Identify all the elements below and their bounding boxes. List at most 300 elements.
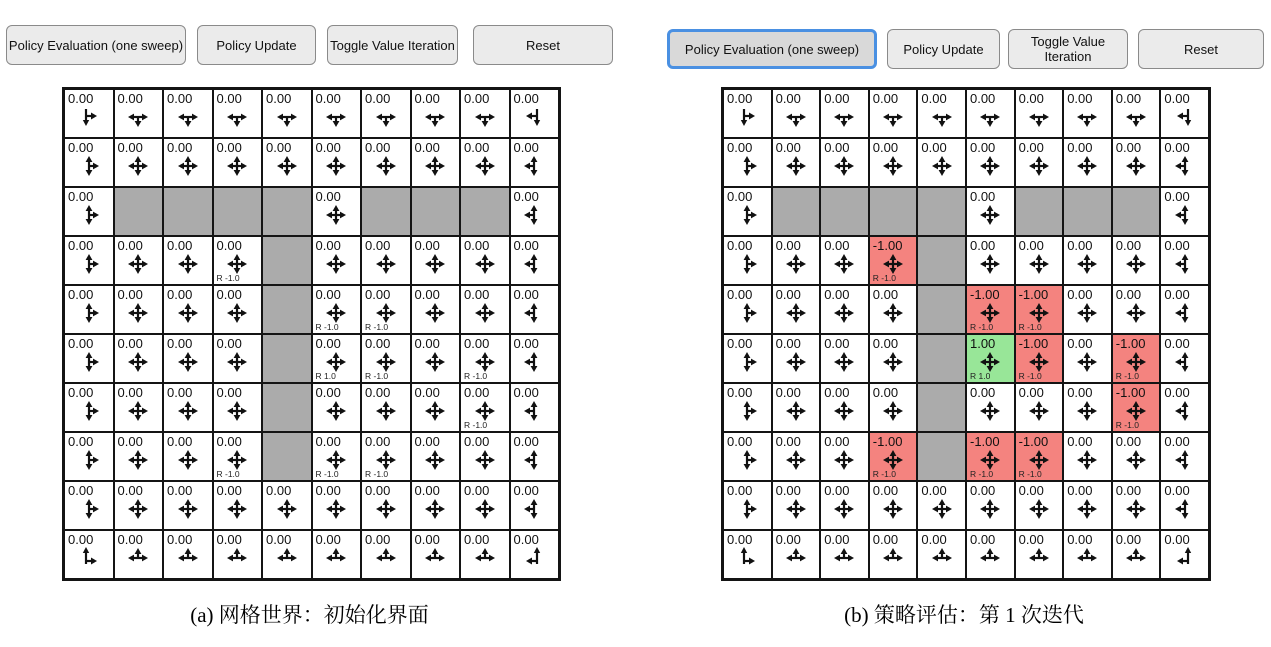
three-direction-arrow-icon (1174, 448, 1196, 470)
grid-cell (772, 530, 821, 579)
cell-value: 0.00 (464, 532, 490, 547)
reward-label: R -1.0 (1018, 469, 1042, 479)
cell-value: 0.00 (117, 91, 143, 106)
cell-value: 0.00 (824, 336, 850, 351)
cell-value: 0.00 (1164, 189, 1190, 204)
cell-value: 0.00 (1018, 532, 1044, 547)
four-direction-arrow-icon (375, 399, 397, 421)
four-direction-arrow-icon (785, 448, 807, 470)
wall-cell (917, 285, 966, 334)
four-direction-arrow-icon (833, 350, 855, 372)
cell-value: 0.00 (969, 385, 996, 400)
grid-cell (1112, 383, 1161, 432)
four-direction-arrow-icon (785, 399, 807, 421)
wall-cell (114, 187, 164, 236)
cell-value: 0.00 (68, 336, 94, 351)
grid-cell (723, 187, 772, 236)
grid-cell (510, 236, 560, 285)
reward-label: R -1.0 (1115, 371, 1139, 381)
cell-value: 0.00 (872, 91, 899, 106)
grid-cell (869, 530, 918, 579)
cell-value: 0.00 (1164, 385, 1190, 400)
cell-value: 0.00 (216, 336, 242, 351)
three-direction-arrow-icon (424, 546, 446, 568)
grid-cell (163, 334, 213, 383)
cell-value: 0.00 (727, 532, 753, 547)
wall-cell (262, 236, 312, 285)
two-direction-elbow-arrow-icon (78, 105, 100, 127)
wall-cell (917, 236, 966, 285)
grid-cell (460, 138, 510, 187)
grid-cell (213, 138, 263, 187)
cell-value: 0.00 (1067, 287, 1093, 302)
grid-cell (163, 530, 213, 579)
reward-label: R -1.0 (1115, 420, 1139, 430)
grid-cell (114, 285, 164, 334)
four-direction-arrow-icon (1028, 154, 1050, 176)
cell-value: 0.00 (513, 140, 539, 155)
three-direction-arrow-icon (523, 350, 545, 372)
cell-value: 0.00 (365, 287, 391, 302)
grid-cell (411, 334, 461, 383)
grid-cell (411, 138, 461, 187)
three-direction-arrow-icon (736, 301, 758, 323)
reward-label: R 1.0 (315, 371, 336, 381)
gridworld-initial (62, 87, 561, 581)
cell-value: 0.00 (315, 532, 341, 547)
cell-value: 0.00 (266, 532, 292, 547)
cell-value: 0.00 (1164, 140, 1190, 155)
grid-cell (411, 285, 461, 334)
four-direction-arrow-icon (1125, 252, 1147, 274)
grid-cell (460, 481, 510, 530)
toggle-value-iteration-button-a[interactable]: Toggle Value Iteration (327, 25, 458, 65)
four-direction-arrow-icon (1076, 154, 1098, 176)
two-direction-elbow-arrow-icon (736, 105, 758, 127)
cell-value: -1.00 (1018, 287, 1049, 302)
grid-cell (1112, 236, 1161, 285)
four-direction-arrow-icon (424, 350, 446, 372)
grid-cell (1160, 383, 1209, 432)
cell-value: 0.00 (315, 287, 341, 302)
cell-value: 0.00 (167, 287, 193, 302)
grid-cell (213, 383, 263, 432)
cell-value: 0.00 (464, 287, 490, 302)
four-direction-arrow-icon (276, 154, 298, 176)
cell-value: 0.00 (266, 483, 292, 498)
four-direction-arrow-icon (785, 154, 807, 176)
grid-cell (1160, 236, 1209, 285)
three-direction-arrow-icon (226, 105, 248, 127)
cell-value: 0.00 (921, 140, 947, 155)
grid-cell (723, 285, 772, 334)
policy-update-button-a[interactable]: Policy Update (197, 25, 316, 65)
cell-value: 0.00 (872, 483, 899, 498)
three-direction-arrow-icon (78, 203, 100, 225)
reward-label: R -1.0 (969, 469, 994, 479)
cell-value: 0.00 (315, 189, 341, 204)
four-direction-arrow-icon (979, 448, 1001, 470)
cell-value: 0.00 (1067, 483, 1093, 498)
grid-cell (262, 481, 312, 530)
cell-value: 0.00 (464, 385, 490, 400)
reward-label: R -1.0 (969, 322, 994, 332)
cell-value: 0.00 (969, 483, 996, 498)
grid-cell (1015, 334, 1064, 383)
three-direction-arrow-icon (736, 154, 758, 176)
cell-value: 0.00 (365, 483, 391, 498)
cell-value: 0.00 (727, 434, 753, 449)
four-direction-arrow-icon (375, 301, 397, 323)
grid-cell (361, 530, 411, 579)
four-direction-arrow-icon (785, 301, 807, 323)
cell-value: 0.00 (824, 140, 850, 155)
wall-cell (262, 432, 312, 481)
grid-cell (1015, 285, 1064, 334)
toggle-value-iteration-button-b[interactable]: Toggle Value Iteration (1008, 29, 1128, 69)
grid-cell (510, 334, 560, 383)
four-direction-arrow-icon (177, 252, 199, 274)
cell-value: 0.00 (1067, 385, 1093, 400)
grid-cell (460, 432, 510, 481)
three-direction-arrow-icon (979, 546, 1001, 568)
four-direction-arrow-icon (474, 301, 496, 323)
three-direction-arrow-icon (1174, 301, 1196, 323)
wall-cell (1063, 187, 1112, 236)
cell-value: 0.00 (167, 91, 193, 106)
three-direction-arrow-icon (474, 546, 496, 568)
four-direction-arrow-icon (1028, 252, 1050, 274)
cell-value: 0.00 (513, 238, 539, 253)
cell-value: 0.00 (872, 336, 899, 351)
three-direction-arrow-icon (979, 105, 1001, 127)
cell-value: 0.00 (727, 483, 753, 498)
grid-cell (966, 383, 1015, 432)
cell-value: 0.00 (464, 336, 490, 351)
cell-value: 0.00 (315, 238, 341, 253)
wall-cell (213, 187, 263, 236)
grid-cell (312, 138, 362, 187)
wall-cell (361, 187, 411, 236)
three-direction-arrow-icon (78, 350, 100, 372)
four-direction-arrow-icon (833, 252, 855, 274)
grid-cell (820, 383, 869, 432)
four-direction-arrow-icon (1125, 399, 1147, 421)
three-direction-arrow-icon (736, 252, 758, 274)
cell-value: 0.00 (68, 238, 94, 253)
grid-cell (966, 89, 1015, 138)
three-direction-arrow-icon (375, 546, 397, 568)
four-direction-arrow-icon (226, 399, 248, 421)
four-direction-arrow-icon (882, 350, 904, 372)
three-direction-arrow-icon (736, 448, 758, 470)
cell-value: 0.00 (824, 532, 850, 547)
grid-cell (820, 138, 869, 187)
grid-cell (917, 530, 966, 579)
four-direction-arrow-icon (1028, 497, 1050, 519)
three-direction-arrow-icon (1174, 497, 1196, 519)
cell-value: 0.00 (68, 385, 94, 400)
four-direction-arrow-icon (882, 399, 904, 421)
three-direction-arrow-icon (375, 105, 397, 127)
cell-value: 0.00 (775, 385, 801, 400)
cell-value: 0.00 (1115, 483, 1142, 498)
grid-cell (1063, 285, 1112, 334)
grid-cell (966, 432, 1015, 481)
grid-cell (869, 383, 918, 432)
cell-value: 0.00 (167, 140, 193, 155)
cell-value: 0.00 (117, 287, 143, 302)
grid-cell (723, 383, 772, 432)
cell-value: 0.00 (727, 336, 753, 351)
cell-value: 0.00 (414, 434, 440, 449)
cell-value: 0.00 (513, 385, 539, 400)
cell-value: 0.00 (1067, 140, 1093, 155)
cell-value: 0.00 (1164, 336, 1190, 351)
grid-cell (163, 236, 213, 285)
grid-cell (64, 334, 114, 383)
four-direction-arrow-icon (474, 154, 496, 176)
grid-cell (213, 432, 263, 481)
cell-value: 0.00 (365, 91, 391, 106)
three-direction-arrow-icon (736, 497, 758, 519)
four-direction-arrow-icon (474, 497, 496, 519)
three-direction-arrow-icon (474, 105, 496, 127)
cell-value: 0.00 (216, 287, 242, 302)
grid-cell (411, 530, 461, 579)
four-direction-arrow-icon (1076, 448, 1098, 470)
cell-value: 0.00 (1164, 287, 1190, 302)
cell-value: 0.00 (68, 483, 94, 498)
cell-value: -1.00 (1018, 336, 1049, 351)
four-direction-arrow-icon (375, 497, 397, 519)
cell-value: 0.00 (414, 140, 440, 155)
four-direction-arrow-icon (276, 497, 298, 519)
cell-value: 0.00 (775, 238, 801, 253)
cell-value: -1.00 (1115, 385, 1146, 400)
four-direction-arrow-icon (325, 497, 347, 519)
grid-cell (312, 236, 362, 285)
grid-cell (64, 432, 114, 481)
four-direction-arrow-icon (1076, 252, 1098, 274)
grid-cell (114, 138, 164, 187)
cell-value: 0.00 (969, 189, 996, 204)
policy-evaluation-button-b[interactable]: Policy Evaluation (one sweep) (667, 29, 877, 69)
three-direction-arrow-icon (736, 350, 758, 372)
four-direction-arrow-icon (177, 448, 199, 470)
cell-value: 0.00 (365, 238, 391, 253)
four-direction-arrow-icon (474, 252, 496, 274)
policy-update-button-b[interactable]: Policy Update (887, 29, 1000, 69)
grid-cell (361, 138, 411, 187)
four-direction-arrow-icon (474, 399, 496, 421)
grid-cell (723, 334, 772, 383)
three-direction-arrow-icon (1076, 546, 1098, 568)
grid-cell (411, 432, 461, 481)
policy-evaluation-button-a[interactable]: Policy Evaluation (one sweep) (6, 25, 186, 65)
four-direction-arrow-icon (424, 497, 446, 519)
grid-cell (869, 334, 918, 383)
grid-cell (772, 334, 821, 383)
three-direction-arrow-icon (523, 154, 545, 176)
four-direction-arrow-icon (1125, 497, 1147, 519)
wall-cell (869, 187, 918, 236)
four-direction-arrow-icon (979, 252, 1001, 274)
four-direction-arrow-icon (375, 252, 397, 274)
three-direction-arrow-icon (1174, 350, 1196, 372)
reset-button-b[interactable]: Reset (1138, 29, 1264, 69)
three-direction-arrow-icon (276, 546, 298, 568)
grid-cell (1112, 285, 1161, 334)
grid-cell (460, 236, 510, 285)
cell-value: 0.00 (824, 483, 850, 498)
grid-cell (1015, 530, 1064, 579)
grid-cell (411, 89, 461, 138)
grid-cell (723, 432, 772, 481)
grid-cell (312, 530, 362, 579)
grid-cell (361, 285, 411, 334)
wall-cell (1015, 187, 1064, 236)
grid-cell (917, 89, 966, 138)
cell-value: 0.00 (68, 287, 94, 302)
cell-value: 0.00 (513, 483, 539, 498)
grid-cell (1160, 187, 1209, 236)
three-direction-arrow-icon (1174, 203, 1196, 225)
grid-cell (820, 530, 869, 579)
cell-value: 0.00 (464, 434, 490, 449)
reward-label: R -1.0 (1018, 371, 1042, 381)
grid-cell (312, 285, 362, 334)
cell-value: 0.00 (872, 140, 899, 155)
cell-value: 0.00 (68, 140, 94, 155)
grid-cell (114, 89, 164, 138)
wall-cell (917, 334, 966, 383)
cell-value: 0.00 (969, 532, 996, 547)
three-direction-arrow-icon (78, 497, 100, 519)
cell-value: 0.00 (117, 238, 143, 253)
subfigure-caption-a: (a) 网格世界：初始化界面 (190, 603, 429, 627)
cell-value: 0.00 (266, 140, 292, 155)
four-direction-arrow-icon (325, 448, 347, 470)
grid-cell (772, 383, 821, 432)
grid-cell (213, 334, 263, 383)
grid-cell (1015, 236, 1064, 285)
grid-cell (64, 89, 114, 138)
cell-value: 0.00 (414, 532, 440, 547)
three-direction-arrow-icon (523, 203, 545, 225)
grid-cell (411, 383, 461, 432)
grid-cell (114, 334, 164, 383)
four-direction-arrow-icon (375, 448, 397, 470)
cell-value: 0.00 (513, 434, 539, 449)
three-direction-arrow-icon (1028, 105, 1050, 127)
four-direction-arrow-icon (1076, 497, 1098, 519)
grid-cell (361, 432, 411, 481)
cell-value: 0.00 (1018, 238, 1044, 253)
three-direction-arrow-icon (1174, 252, 1196, 274)
wall-cell (262, 383, 312, 432)
cell-value: 0.00 (68, 532, 94, 547)
wall-cell (163, 187, 213, 236)
cell-value: 0.00 (1067, 238, 1093, 253)
four-direction-arrow-icon (1125, 350, 1147, 372)
grid-cell (1112, 334, 1161, 383)
cell-value: 0.00 (216, 91, 242, 106)
three-direction-arrow-icon (78, 154, 100, 176)
cell-value: 0.00 (117, 140, 143, 155)
grid-cell (114, 530, 164, 579)
cell-value: 0.00 (365, 434, 391, 449)
four-direction-arrow-icon (325, 350, 347, 372)
three-direction-arrow-icon (127, 105, 149, 127)
cell-value: 0.00 (727, 385, 753, 400)
two-direction-elbow-arrow-icon (1174, 105, 1196, 127)
grid-cell (1063, 89, 1112, 138)
cell-value: 0.00 (1067, 336, 1093, 351)
grid-cell (312, 334, 362, 383)
grid-cell (772, 285, 821, 334)
cell-value: 0.00 (872, 385, 899, 400)
cell-value: -1.00 (872, 434, 903, 449)
four-direction-arrow-icon (375, 350, 397, 372)
cell-value: 0.00 (513, 287, 539, 302)
cell-value: 0.00 (727, 91, 753, 106)
cell-value: 0.00 (872, 287, 899, 302)
four-direction-arrow-icon (882, 448, 904, 470)
three-direction-arrow-icon (523, 399, 545, 421)
cell-value: 0.00 (216, 532, 242, 547)
grid-cell (1063, 334, 1112, 383)
grid-cell (510, 187, 560, 236)
cell-value: 1.00 (969, 336, 996, 351)
grid-cell (772, 432, 821, 481)
four-direction-arrow-icon (979, 350, 1001, 372)
grid-cell (510, 383, 560, 432)
four-direction-arrow-icon (979, 203, 1001, 225)
three-direction-arrow-icon (523, 252, 545, 274)
two-direction-elbow-arrow-icon (523, 546, 545, 568)
grid-cell (1015, 481, 1064, 530)
four-direction-arrow-icon (325, 399, 347, 421)
grid-cell (64, 138, 114, 187)
grid-cell (1112, 432, 1161, 481)
four-direction-arrow-icon (325, 301, 347, 323)
reward-label: R 1.0 (969, 371, 991, 381)
reset-button-a[interactable]: Reset (473, 25, 613, 65)
cell-value: 0.00 (68, 91, 94, 106)
cell-value: 0.00 (216, 385, 242, 400)
cell-value: 0.00 (315, 385, 341, 400)
grid-cell (1160, 89, 1209, 138)
four-direction-arrow-icon (226, 252, 248, 274)
reward-label: R -1.0 (872, 469, 896, 479)
cell-value: 0.00 (365, 336, 391, 351)
reward-label: R -1.0 (315, 322, 339, 332)
cell-value: 0.00 (117, 336, 143, 351)
grid-cell (1063, 432, 1112, 481)
cell-value: 0.00 (464, 140, 490, 155)
cell-value: 0.00 (824, 287, 850, 302)
grid-cell (772, 236, 821, 285)
three-direction-arrow-icon (785, 105, 807, 127)
three-direction-arrow-icon (78, 252, 100, 274)
three-direction-arrow-icon (736, 203, 758, 225)
three-direction-arrow-icon (833, 546, 855, 568)
cell-value: 0.00 (167, 385, 193, 400)
wall-cell (917, 432, 966, 481)
grid-cell (1063, 236, 1112, 285)
grid-cell (1160, 334, 1209, 383)
